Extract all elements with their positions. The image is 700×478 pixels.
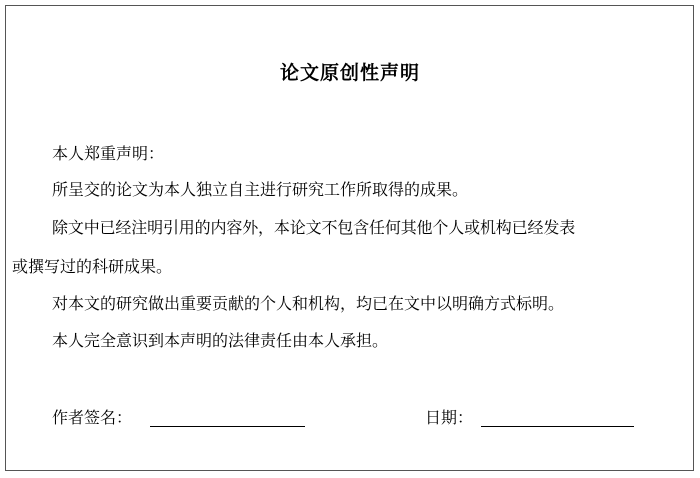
paragraph-legal-responsibility: 本人完全意识到本声明的法律责任由本人承担。 bbox=[52, 331, 389, 350]
paragraph-declaration-intro: 本人郑重声明： bbox=[52, 144, 165, 163]
paragraph-contributors: 对本文的研究做出重要贡献的个人和机构，均已在文中以明确方式标明。 bbox=[52, 294, 565, 313]
date-line bbox=[481, 426, 634, 427]
paragraph-citations-line1: 除文中已经注明引用的内容外，本论文不包含任何其他个人或机构已经发表 bbox=[52, 218, 576, 237]
document-title: 论文原创性声明 bbox=[279, 62, 420, 84]
date-label: 日期： bbox=[425, 408, 474, 427]
paragraph-originality: 所呈交的论文为本人独立自主进行研究工作所取得的成果。 bbox=[52, 180, 469, 199]
paragraph-citations-line2: 或撰写过的科研成果。 bbox=[12, 257, 173, 276]
author-signature-line bbox=[150, 426, 305, 427]
author-signature-label: 作者签名： bbox=[52, 408, 133, 427]
